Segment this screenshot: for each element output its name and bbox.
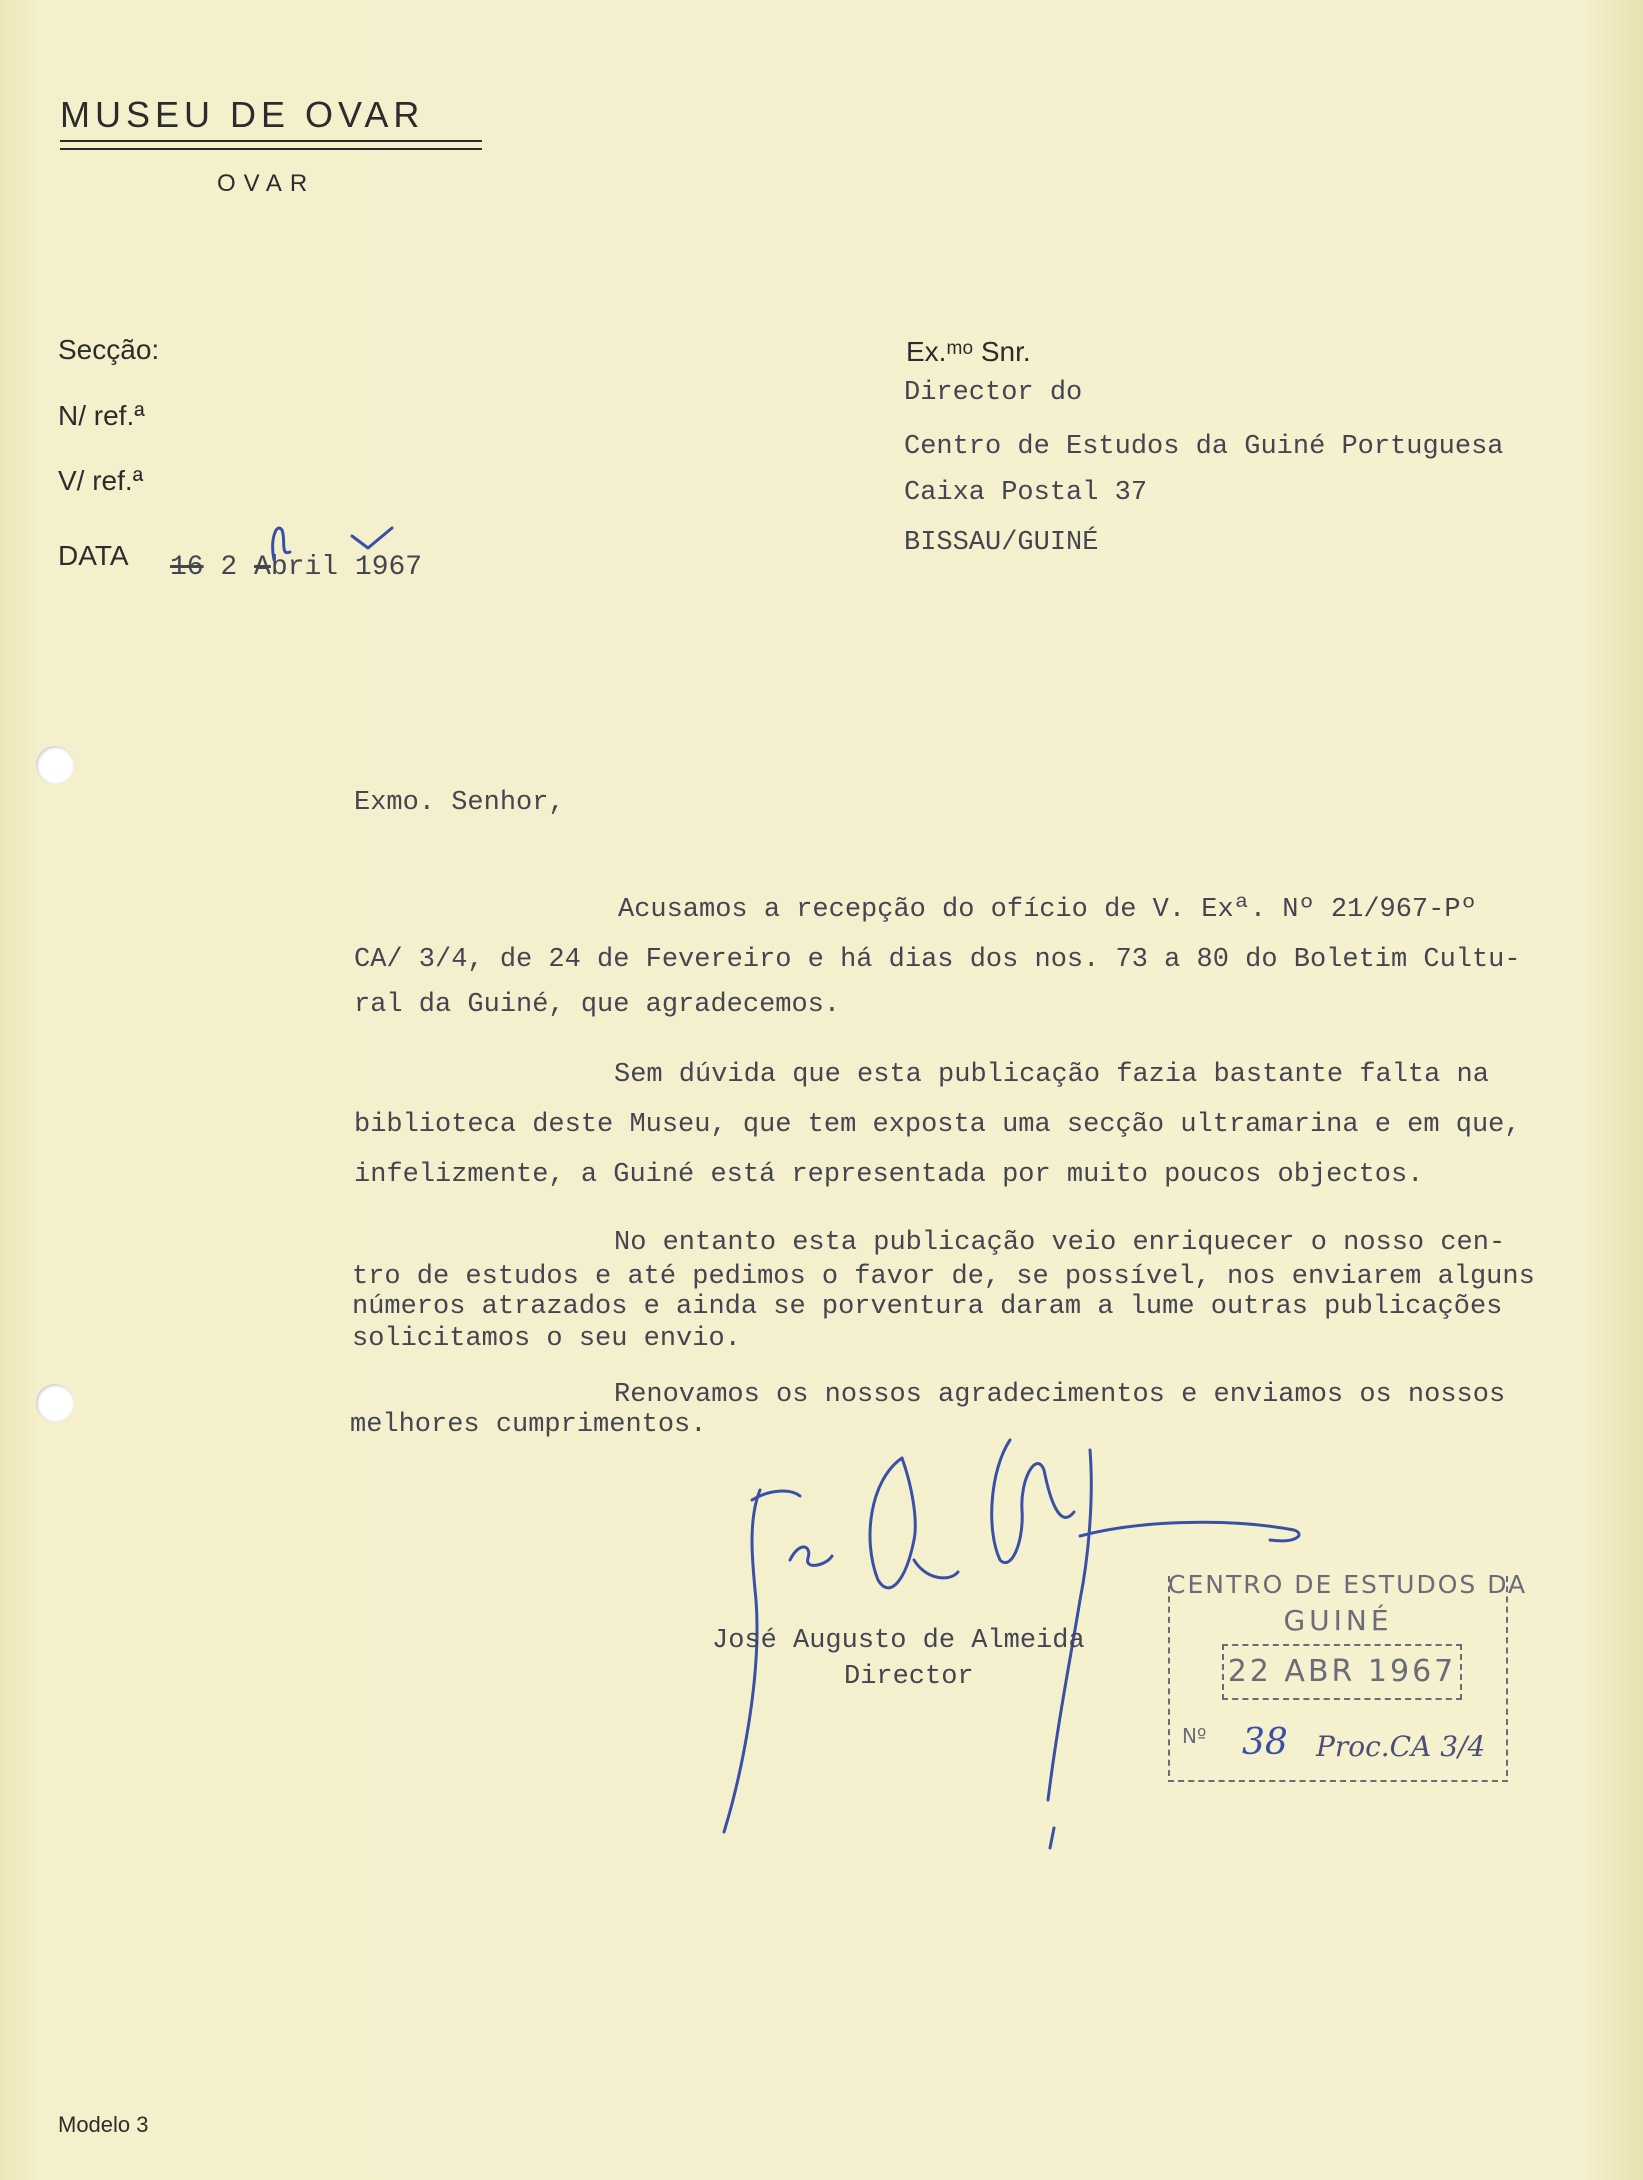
body-line: solicitamos o seu envio.	[352, 1324, 741, 1354]
body-line: melhores cumprimentos.	[350, 1410, 707, 1440]
body-line: tro de estudos e até pedimos o favor de, se possível, nos enviarem alguns	[352, 1262, 1535, 1292]
body-line: Acusamos a recepção do ofício de V. Exª. Nº 21/967-Pº	[618, 895, 1477, 925]
body-line: números atrazados e ainda se porventura daram a lume outras publicações	[352, 1292, 1503, 1322]
body-line: CA/ 3/4, de 24 de Fevereiro e há dias dos nos. 73 a 80 do Boletim Cultu-	[354, 945, 1521, 975]
stamp-border	[1168, 1780, 1508, 1782]
data-label: DATA	[58, 540, 129, 571]
signature-stroke	[870, 1458, 958, 1588]
body-line: biblioteca deste Museu, que tem exposta uma secção ultramarina e em que,	[354, 1110, 1521, 1140]
punch-hole	[36, 1384, 74, 1422]
museum-city: OVAR	[217, 170, 316, 197]
stamp-org: CENTRO DE ESTUDOS DA	[1168, 1570, 1528, 1599]
addressee-title: Ex.ᵐᵒ Snr.	[906, 336, 1031, 367]
body-line: Sem dúvida que esta publicação fazia bastante falta na	[614, 1060, 1489, 1090]
signatory-name: José Augusto de Almeida	[712, 1626, 1085, 1656]
date-year: 1967	[354, 552, 423, 583]
greeting: Exmo. Senhor,	[354, 788, 565, 818]
addressee-line: Caixa Postal 37	[904, 478, 1148, 508]
model-label: Modelo 3	[58, 2112, 149, 2137]
vref-label: V/ ref.ª	[58, 465, 144, 496]
signature-stroke	[790, 1547, 832, 1565]
addressee-line: Director do	[904, 378, 1083, 408]
body-line: No entanto esta publicação veio enriquecer o nosso cen-	[614, 1228, 1506, 1258]
signature-stroke	[1080, 1522, 1299, 1541]
signatory-title: Director	[844, 1662, 974, 1692]
date-struck: 16	[170, 552, 204, 583]
signature-stroke	[1050, 1828, 1054, 1848]
date-month-struck: A	[254, 552, 271, 583]
addressee-line: Centro de Estudos da Guiné Portuguesa	[904, 432, 1504, 462]
stamp-date: 22 ABR 1967	[1222, 1644, 1462, 1700]
addressee-line: BISSAU/GUINÉ	[904, 528, 1099, 558]
signature-stroke	[992, 1440, 1074, 1563]
date-correction-mark	[273, 528, 392, 560]
nref-label: N/ ref.ª	[58, 400, 145, 431]
stamp-process: Proc.CA 3/4	[1316, 1730, 1486, 1763]
museum-name: MUSEU DE OVAR	[60, 94, 425, 135]
punch-hole	[36, 746, 74, 784]
date-day: 2	[220, 552, 238, 583]
body-line: Renovamos os nossos agradecimentos e enviamos os nossos	[614, 1380, 1506, 1410]
body-line: infelizmente, a Guiné está representada por muito poucos objectos.	[354, 1160, 1424, 1190]
stamp-number: 38	[1242, 1722, 1288, 1763]
date-month: bril	[270, 552, 339, 583]
body-line: ral da Guiné, que agradecemos.	[354, 990, 841, 1020]
seccao-label: Secção:	[58, 334, 160, 365]
signature-stroke	[724, 1490, 760, 1832]
stamp-region: GUINÉ	[1283, 1604, 1393, 1637]
stamp-number-label: Nº	[1182, 1724, 1207, 1748]
